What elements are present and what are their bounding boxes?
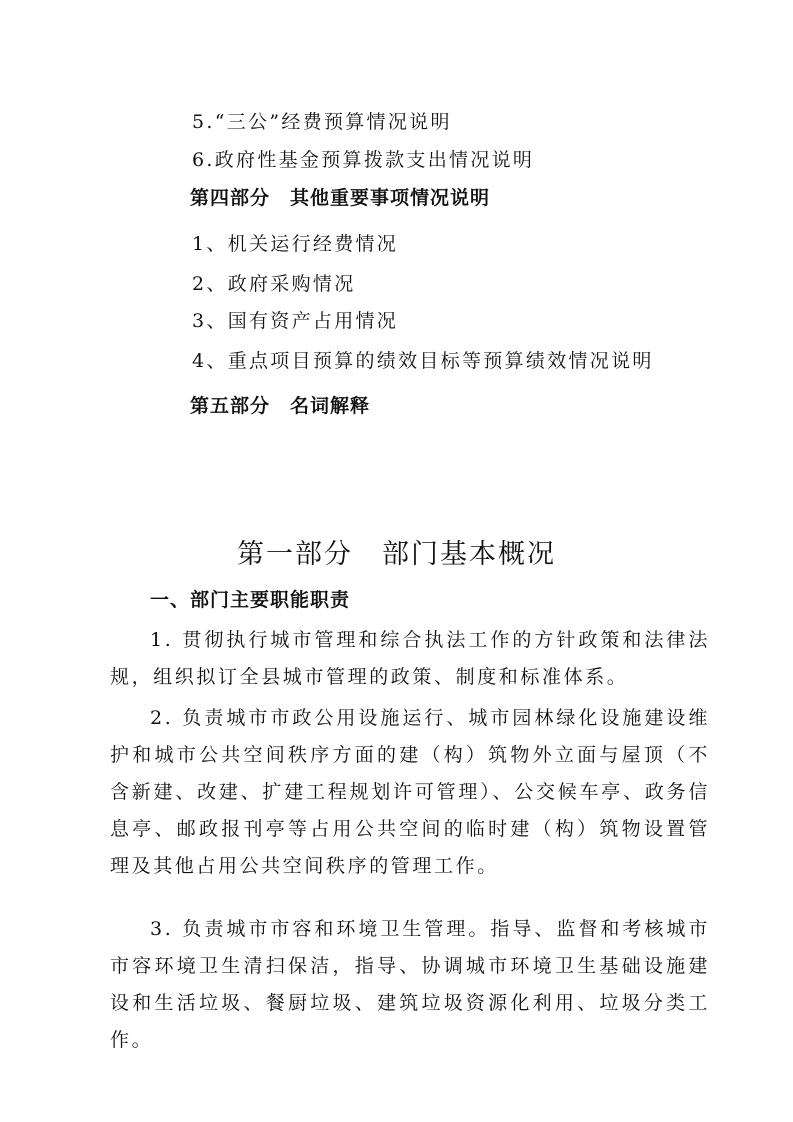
toc-part4-item-1: 1、机关运行经费情况 — [192, 233, 399, 255]
section-title: 第一部分 部门基本概况 — [237, 539, 556, 570]
toc-item-5: 5.“三公”经费预算情况说明 — [192, 111, 452, 133]
paragraph-1: 1. 贯彻执行城市管理和综合执法工作的方针政策和法律法规，组织拟订全县城市管理的政策、制度和标准体系。 — [110, 629, 710, 688]
toc-part4-title: 第四部分 其他重要事项情况说明 — [190, 187, 491, 209]
toc-item-6: 6.政府性基金预算拨款支出情况说明 — [192, 149, 535, 171]
toc-part4-item-2: 2、政府采购情况 — [192, 273, 356, 295]
toc-part4-item-3: 3、国有资产占用情况 — [192, 310, 399, 332]
paragraph-3: 3. 负责城市市容和环境卫生管理。指导、监督和考核城市市容环境卫生清扫保洁，指导、协调城市环境卫生基础设施建设和生活垃圾、餐厨垃圾、建筑垃圾资源化利用、垃圾分类工作。 — [110, 918, 710, 1051]
paragraph-2: 2. 负责城市市政公用设施运行、城市园林绿化设施建设维护和城市公共空间秩序方面的建（构）筑物外立面与屋顶（不含新建、改建、扩建工程规划许可管理）、公交候车亭、政务信息亭、邮政报刊亭等占用公共空间的临时建（构）筑物设置管理及其他占用公共空间秩序的管理工作。 — [110, 707, 710, 877]
section-subtitle: 一、部门主要职能职责 — [150, 589, 351, 611]
toc-part4-item-4: 4、重点项目预算的绩效目标等预算绩效情况说明 — [192, 350, 654, 372]
toc-part5-title: 第五部分 名词解释 — [190, 395, 371, 417]
